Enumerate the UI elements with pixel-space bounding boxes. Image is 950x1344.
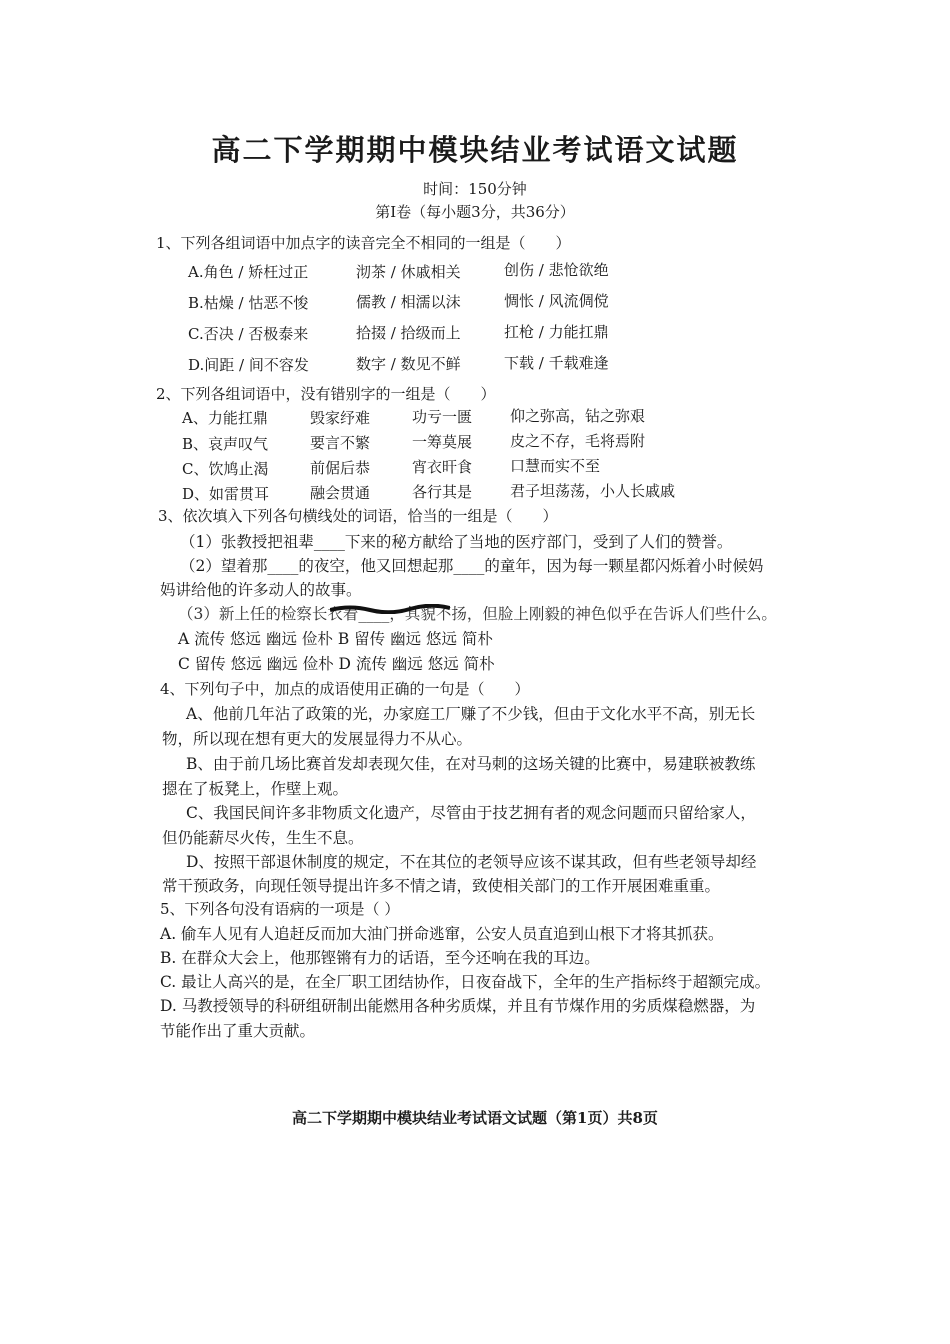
q2-c-col1: C、饮鸠止渴	[182, 460, 269, 478]
q2-c-col3: 宵衣旰食	[412, 458, 473, 476]
q5-option-d-line1: D. 马教授领导的科研组研制出能燃用各种劣质煤，并且有节煤作用的劣质煤稳燃器，为	[160, 997, 756, 1015]
q1-b-col3: 惆怅 / 风流倜傥	[504, 292, 609, 310]
exam-title: 高二下学期期中模块结业考试语文试题	[211, 133, 739, 167]
q4-option-b-line1: B、由于前几场比赛首发却表现欠佳，在对马刺的这场关键的比赛中，易建联被教练	[186, 755, 756, 773]
q2-d-col1: D、如雷贯耳	[182, 485, 270, 503]
q3-options-ab: A 流传 悠远 幽远 俭朴 B 留传 幽远 悠远 简朴	[178, 630, 493, 648]
q2-b-col4: 皮之不存，毛将焉附	[510, 432, 646, 450]
q1-b-col2: 儒教 / 相濡以沫	[356, 293, 461, 311]
q4-option-a-line1: A、他前几年沾了政策的光，办家庭工厂赚了不少钱，但由于文化水平不高，别无长	[186, 705, 756, 723]
q4-option-a-line2: 物，所以现在想有更大的发展显得力不从心。	[162, 730, 473, 748]
q1-b-col1: B.枯燥 / 怙恶不悛	[188, 294, 309, 312]
q3-options-cd: C 留传 悠远 幽远 俭朴 D 流传 幽远 悠远 简朴	[178, 655, 495, 673]
q2-c-col4: 口慧而实不至	[510, 457, 601, 475]
q4-option-c-line2: 但仍能薪尽火传，生生不息。	[162, 829, 364, 847]
q1-c-col3: 扛枪 / 力能扛鼎	[504, 323, 609, 341]
q4-option-b-line2: 摁在了板凳上，作壁上观。	[162, 780, 349, 798]
q2-c-col2: 前倨后恭	[310, 459, 371, 477]
q4-option-d-line1: D、按照干部退休制度的规定，不在其位的老领导应该不谋其政，但有些老领导却经	[186, 853, 757, 871]
q5-option-c: C. 最让人高兴的是，在全厂职工团结协作，日夜奋战下，全年的生产指标终于超额完成。	[160, 973, 771, 991]
q3-stem: 3、依次填入下列各句横线处的词语，恰当的一组是（ ）	[158, 507, 558, 525]
q2-d-col4: 君子坦荡荡，小人长戚戚	[510, 482, 676, 500]
q2-b-col1: B、哀声叹气	[182, 435, 269, 453]
q2-a-col4: 仰之弥高，钻之弥艰	[510, 407, 646, 425]
q5-stem: 5、下列各句没有语病的一项是（ ）	[160, 900, 400, 918]
q5-option-d-line2: 节能作出了重大贡献。	[160, 1022, 316, 1040]
q4-stem: 4、下列句子中，加点的成语使用正确的一句是（ ）	[160, 680, 530, 698]
q1-d-col1: D.间距 / 间不容发	[188, 356, 309, 374]
q1-a-col3: 创伤 / 悲怆欲绝	[504, 261, 609, 279]
q4-option-c-line1: C、我国民间许多非物质文化遗产，尽管由于技艺拥有者的观念问题而只留给家人，	[186, 804, 756, 822]
q1-a-col2: 沏茶 / 休戚相关	[356, 263, 461, 281]
section-heading: 第Ⅰ卷（每小题3分，共36分）	[375, 203, 575, 221]
q3-sentence-1: （1）张教授把祖辈____下来的秘方献给了当地的医疗部门，受到了人们的赞誉。	[180, 533, 733, 551]
q3-sentence-3: （3）新上任的检察长衣着____，其貌不扬，但脸上刚毅的神色似乎在告诉人们些什么。	[178, 605, 777, 623]
q1-c-col1: C.否决 / 否极泰来	[188, 325, 309, 343]
q2-a-col3: 功亏一匮	[412, 408, 473, 426]
q1-d-col2: 数字 / 数见不鲜	[356, 355, 461, 373]
q1-c-col2: 拾掇 / 拾级而上	[356, 324, 461, 342]
q2-d-col2: 融会贯通	[310, 484, 371, 502]
q4-option-d-line2: 常干预政务，向现任领导提出许多不情之请，致使相关部门的工作开展困难重重。	[162, 877, 721, 895]
q3-sentence-2b: 妈讲给他的许多动人的故事。	[160, 581, 362, 599]
q1-a-col1: A.角色 / 矫枉过正	[188, 263, 309, 281]
q2-b-col3: 一筹莫展	[412, 433, 473, 451]
q5-option-a: A. 偷车人见有人追赶反而加大油门拼命逃窜，公安人员直追到山根下才将其抓获。	[160, 925, 724, 943]
q5-option-b: B. 在群众大会上，他那铿锵有力的话语，至今还响在我的耳边。	[160, 949, 600, 967]
q3-sentence-2a: （2）望着那____的夜空，他又回想起那____的童年，因为每一颗星都闪烁着小时候妈	[180, 557, 764, 575]
exam-time: 时间：150分钟	[423, 180, 527, 198]
q1-stem: 1、下列各组词语中加点字的读音完全不相同的一组是（ ）	[156, 234, 571, 252]
page-footer: 高二下学期期中模块结业考试语文试题（第1页）共8页	[292, 1109, 658, 1127]
q2-a-col1: A、力能扛鼎	[182, 409, 268, 427]
q2-stem: 2、下列各组词语中，没有错别字的一组是（ ）	[156, 385, 496, 403]
q1-d-col3: 下载 / 千载难逢	[504, 354, 609, 372]
q2-a-col2: 毁家纾难	[310, 409, 371, 427]
q2-d-col3: 各行其是	[412, 483, 473, 501]
ink-scribble-mark	[330, 604, 450, 614]
q2-b-col2: 要言不繁	[310, 434, 371, 452]
